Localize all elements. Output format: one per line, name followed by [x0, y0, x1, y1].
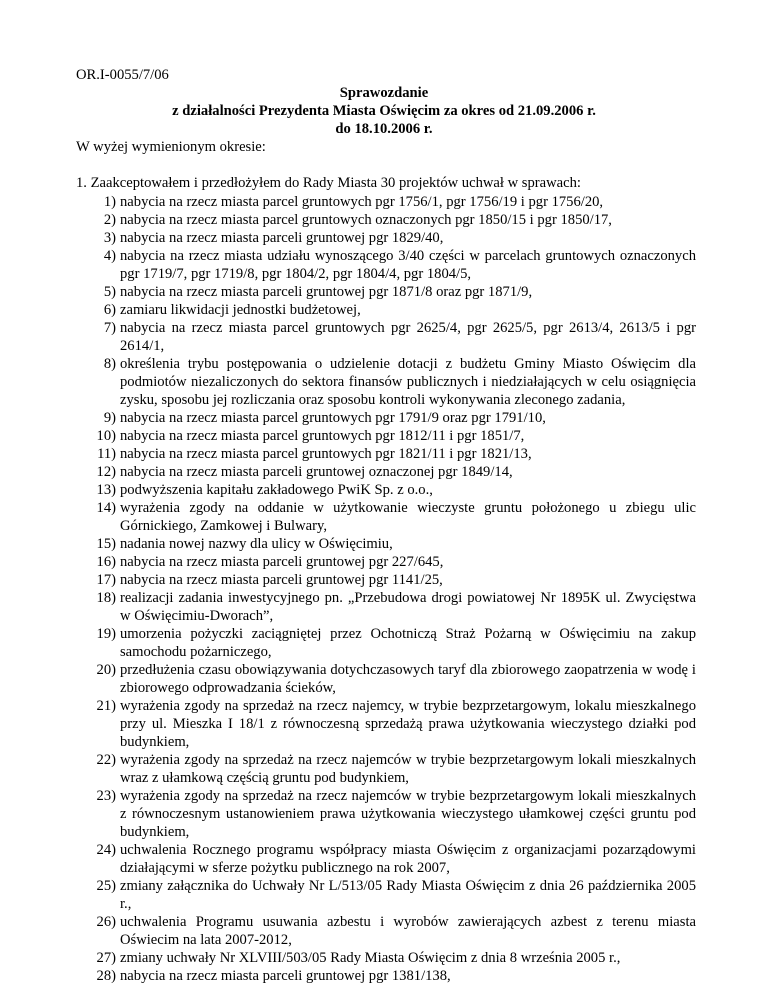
list-item [76, 481, 696, 499]
list-item [76, 409, 696, 427]
list-item-number: 15) [96, 536, 116, 552]
list-item [76, 319, 696, 355]
list-item [76, 463, 696, 481]
list-item-text: nabycia na rzecz miasta parcel gruntowych oznaczonych pgr 1850/15 i pgr 1850/17, [120, 212, 612, 228]
list-item [76, 913, 696, 949]
list-item [76, 697, 696, 751]
list-item-text: przedłużenia czasu obowiązywania dotychczasowych taryf dla zbiorowego zaopatrzenia w wodę i zbiorowego odprowadzania ścieków, [120, 662, 696, 696]
list-item-text: nabycia na rzecz miasta parceli gruntowej pgr 1871/8 oraz pgr 1871/9, [120, 284, 533, 300]
list-item [76, 301, 696, 319]
list-item-number: 6) [103, 302, 116, 318]
reference-number: OR.I-0055/7/06 [76, 67, 169, 83]
list-item-text: nabycia na rzecz miasta parcel gruntowych pgr 1756/1, pgr 1756/19 i pgr 1756/20, [120, 194, 604, 210]
list-item [76, 877, 696, 913]
list-item-number: 19) [96, 626, 116, 642]
list-item [76, 445, 696, 463]
list-item-number: 5) [103, 284, 116, 300]
list-item-number: 3) [103, 230, 116, 246]
list-item-text: nabycia na rzecz miasta parcel gruntowych pgr 1812/11 i pgr 1851/7, [120, 428, 525, 444]
list-item-text: wyrażenia zgody na oddanie w użytkowanie wieczyste gruntu położonego u zbiegu ulic Górnickiego, Zamkowej i Bulwary, [120, 500, 696, 534]
list-item-number: 13) [96, 482, 116, 498]
list-item-text: nabycia na rzecz miasta parcel gruntowych pgr 2625/4, pgr 2625/5, pgr 2613/4, 2613/5 i pgr 2614/1, [120, 320, 696, 354]
list-item [76, 499, 696, 535]
list-item [76, 589, 696, 625]
intro-text: W wyżej wymienionym okresie: [76, 139, 266, 155]
list-item-number: 16) [96, 554, 116, 570]
list-item-text: nabycia na rzecz miasta parceli gruntowej pgr 1381/138, [120, 968, 451, 984]
list-item [76, 427, 696, 445]
list-item-number: 1) [103, 194, 116, 210]
list-item-number: 27) [96, 950, 116, 966]
list-item-text: nadania nowej nazwy dla ulicy w Oświęcimiu, [120, 536, 393, 552]
list-item-text: wyrażenia zgody na sprzedaż na rzecz najemców w trybie bezprzetargowym lokali mieszkalnych z równoczesnym ustanowieniem prawa użytkowania wieczystego ułamkowej części gruntu pod budynkiem, [120, 788, 696, 840]
list-item [76, 967, 696, 985]
list-item-number: 22) [96, 752, 116, 768]
list-item [76, 229, 696, 247]
report-subtitle: z działalności Prezydenta Miasta Oświęcim za okres od 21.09.2006 r. [172, 103, 596, 119]
list-item [76, 535, 696, 553]
list-item [76, 193, 696, 211]
list-item [76, 787, 696, 841]
list-item-number: 25) [96, 878, 116, 894]
list-item-number: 4) [103, 248, 116, 264]
report-subtitle-date: do 18.10.2006 r. [335, 121, 433, 137]
list-item-text: zamiaru likwidacji jednostki budżetowej, [120, 302, 361, 318]
report-title: Sprawozdanie [339, 85, 429, 101]
list-item-text: uchwalenia Rocznego programu współpracy miasta Oświęcim z organizacjami pozarządowymi działającymi w sferze pożytku publicznego na rok 2007, [120, 842, 696, 876]
list-item-number: 28) [96, 968, 116, 984]
list-item-number: 24) [96, 842, 116, 858]
list-item-text: nabycia na rzecz miasta parceli gruntowej pgr 1141/25, [120, 572, 443, 588]
list-item [76, 841, 696, 877]
list-item-text: umorzenia pożyczki zaciągniętej przez Ochotniczą Straż Pożarną w Oświęcimiu na zakup samochodu pożarniczego, [120, 626, 696, 660]
list-item [76, 283, 696, 301]
list-item-number: 8) [103, 356, 116, 372]
list-item-text: nabycia na rzecz miasta parcel gruntowych pgr 1791/9 oraz pgr 1791/10, [120, 410, 546, 426]
list-item-text: realizacji zadania inwestycyjnego pn. „Przebudowa drogi powiatowej Nr 1895K ul. Zwycięstwa w Oświęcimiu-Dworach”, [120, 590, 696, 624]
list-item-number: 18) [96, 590, 116, 606]
list-item-number: 9) [103, 410, 116, 426]
section-1-heading: 1. Zaakceptowałem i przedłożyłem do Rady Miasta 30 projektów uchwał w sprawach: [76, 175, 581, 191]
list-item-number: 12) [96, 464, 116, 480]
list-item-text: wyrażenia zgody na sprzedaż na rzecz najemców w trybie bezprzetargowym lokali mieszkalnych wraz z ułamkową częścią gruntu pod budynkiem, [120, 752, 696, 786]
list-item-text: nabycia na rzecz miasta parceli gruntowej oznaczonej pgr 1849/14, [120, 464, 513, 480]
list-item-text: wyrażenia zgody na sprzedaż na rzecz najemcy, w trybie bezprzetargowym, lokalu mieszkalnego przy ul. Mieszka I 18/1 z równoczesną sprzedażą prawa użytkowania wieczystego działki pod budynkiem, [120, 698, 696, 750]
list-item-text: nabycia na rzecz miasta udziału wynoszącego 3/40 części w parcelach gruntowych oznaczonych pgr 1719/7, pgr 1719/8, pgr 1804/2, pgr 1804/4, pgr 1804/5, [120, 248, 696, 282]
list-item [76, 553, 696, 571]
list-item-text: określenia trybu postępowania o udzielenie dotacji z budżetu Gminy Miasto Oświęcim dla podmiotów niezaliczonych do sektora finansów publicznych i niedziałających w celu osiągnięcia zysku, sposobu jej rozliczania oraz sposobu kontroli wykonywania zleconego zadania, [120, 356, 696, 408]
list-item [76, 661, 696, 697]
list-item-number: 10) [96, 428, 116, 444]
list-item-text: uchwalenia Programu usuwania azbestu i wyrobów zawierających azbest z terenu miasta Oświecim na lata 2007-2012, [120, 914, 696, 948]
list-item [76, 355, 696, 409]
list-item [76, 211, 696, 229]
list-item-number: 20) [96, 662, 116, 678]
list-item [76, 625, 696, 661]
resolutions-list [76, 193, 696, 985]
list-item-text: nabycia na rzecz miasta parceli gruntowej pgr 227/645, [120, 554, 444, 570]
list-item [76, 247, 696, 283]
list-item [76, 571, 696, 589]
list-item-text: nabycia na rzecz miasta parcel gruntowych pgr 1821/11 i pgr 1821/13, [120, 446, 532, 462]
list-item-text: nabycia na rzecz miasta parceli gruntowej pgr 1829/40, [120, 230, 444, 246]
list-item-number: 26) [96, 914, 116, 930]
list-item-text: zmiany załącznika do Uchwały Nr L/513/05 Rady Miasta Oświęcim z dnia 26 października 2005 r., [120, 878, 696, 912]
list-item-number: 7) [103, 320, 116, 336]
list-item [76, 751, 696, 787]
list-item-number: 14) [96, 500, 116, 516]
list-item-text: podwyższenia kapitału zakładowego PwiK Sp. z o.o., [120, 482, 433, 498]
list-item-number: 23) [96, 788, 116, 804]
list-item-number: 11) [97, 446, 116, 462]
list-item-number: 2) [103, 212, 116, 228]
list-item-number: 21) [96, 698, 116, 714]
list-item [76, 949, 696, 967]
list-item-text: zmiany uchwały Nr XLVIII/503/05 Rady Miasta Oświęcim z dnia 8 września 2005 r., [120, 950, 621, 966]
list-item-number: 17) [96, 572, 116, 588]
